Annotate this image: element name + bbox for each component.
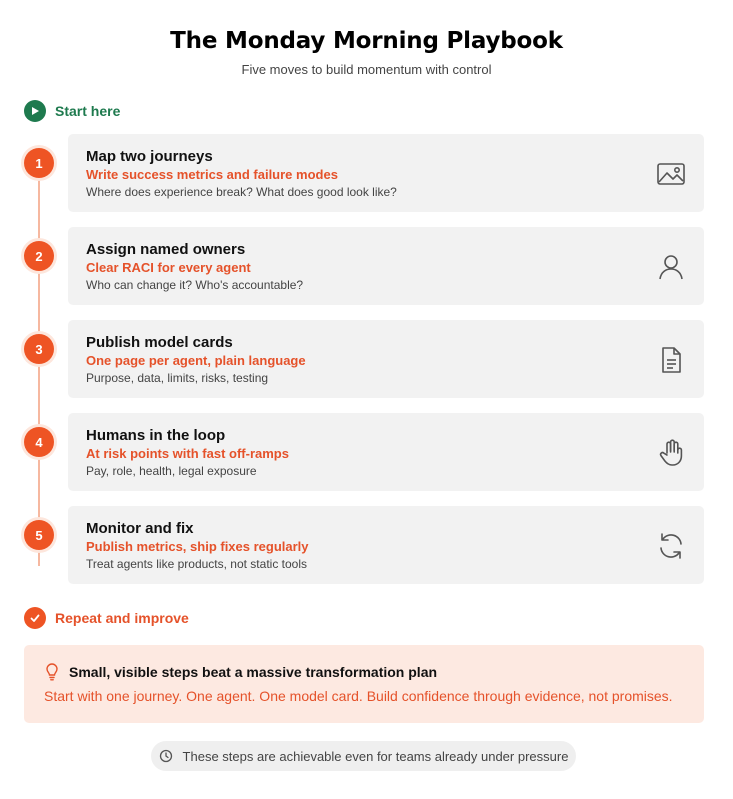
step-card-4	[68, 413, 704, 491]
footer-text: These steps are achievable even for teams already under pressure	[182, 748, 569, 764]
step-description: Treat agents like products, not static tools	[86, 557, 307, 571]
footer-pill	[151, 741, 576, 771]
step-description: Who can change it? Who's accountable?	[86, 278, 304, 292]
play-icon	[24, 100, 46, 122]
step-title: Assign named owners	[86, 241, 246, 258]
step-number-1: 1	[24, 148, 54, 178]
lightbulb-icon	[44, 663, 60, 681]
step-description: Where does experience break? What does good look like?	[86, 185, 397, 199]
step-subtitle: Publish metrics, ship fixes regularly	[86, 539, 309, 554]
step-description: Purpose, data, limits, risks, testing	[86, 371, 269, 385]
step-description: Pay, role, health, legal exposure	[86, 464, 257, 478]
start-marker	[24, 100, 120, 122]
user-icon	[656, 252, 686, 282]
step-number-3: 3	[24, 334, 54, 364]
step-subtitle: One page per agent, plain language	[86, 353, 306, 368]
refresh-icon	[656, 531, 686, 561]
repeat-marker	[24, 607, 189, 629]
callout-text: Start with one journey. One agent. One model card. Build confidence through evidence, not promises.	[44, 688, 673, 704]
document-icon	[656, 345, 686, 375]
clock-icon	[159, 749, 173, 763]
callout-title: Small, visible steps beat a massive transformation plan	[69, 664, 438, 680]
step-number-5: 5	[24, 520, 54, 550]
check-icon	[24, 607, 46, 629]
step-card-5	[68, 506, 704, 584]
hand-icon	[656, 438, 686, 468]
step-number-4: 4	[24, 427, 54, 457]
callout-box	[24, 645, 704, 723]
step-number-2: 2	[24, 241, 54, 271]
step-card-2	[68, 227, 704, 305]
page-subtitle: Five moves to build momentum with control	[241, 62, 492, 77]
step-title: Map two journeys	[86, 148, 213, 165]
step-title: Humans in the loop	[86, 427, 226, 444]
step-subtitle: Write success metrics and failure modes	[86, 167, 338, 182]
repeat-label: Repeat and improve	[55, 610, 189, 626]
page-title: The Monday Morning Playbook	[170, 28, 563, 54]
step-title: Monitor and fix	[86, 520, 194, 537]
step-title: Publish model cards	[86, 334, 233, 351]
step-card-3	[68, 320, 704, 398]
image-icon	[656, 159, 686, 189]
step-subtitle: At risk points with fast off-ramps	[86, 446, 289, 461]
step-subtitle: Clear RACI for every agent	[86, 260, 251, 275]
start-label: Start here	[55, 103, 121, 119]
step-card-1	[68, 134, 704, 212]
